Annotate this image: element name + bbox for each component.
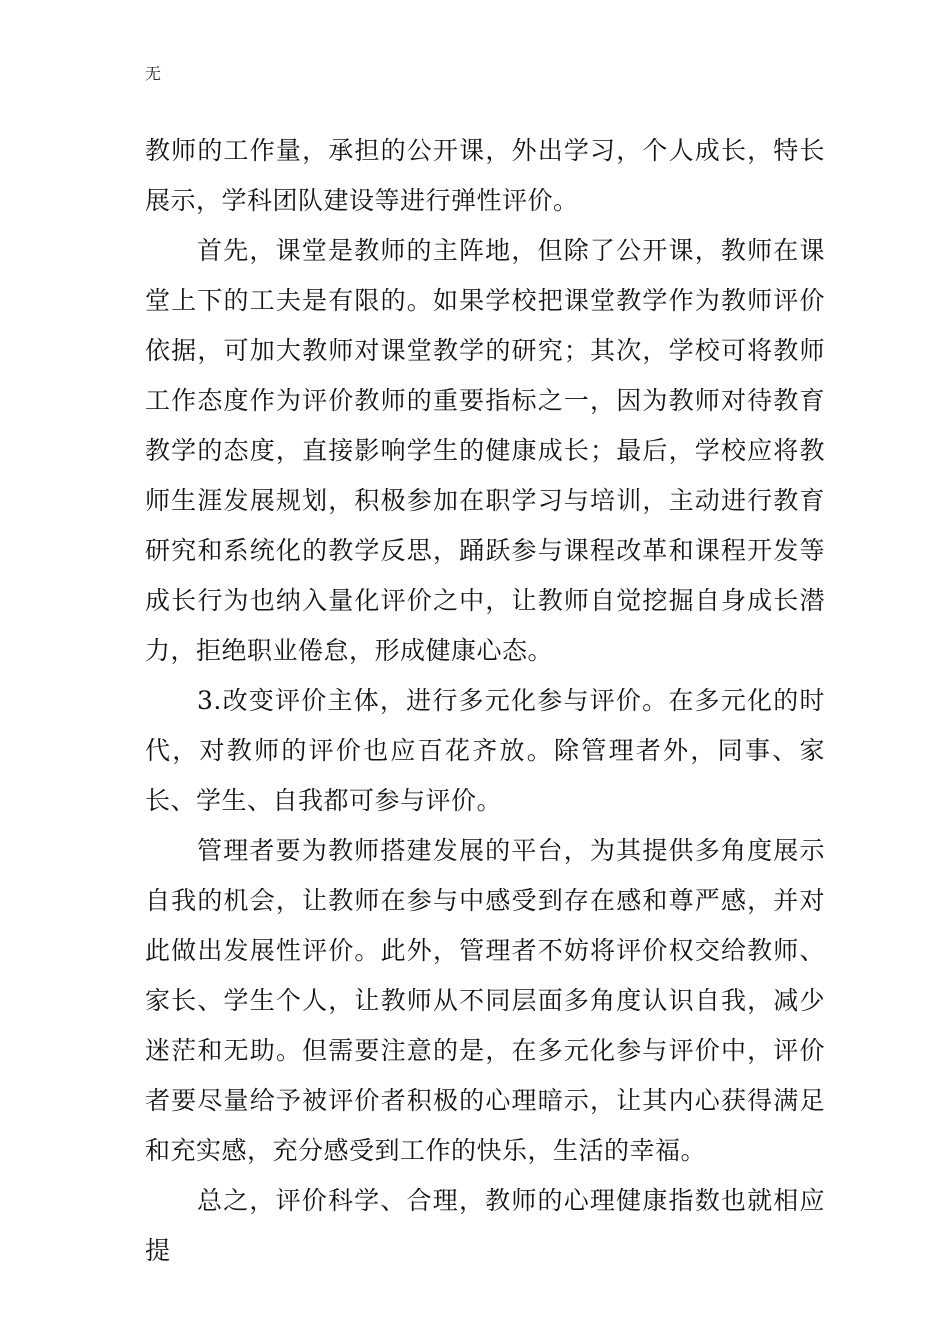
document-body: [145, 126, 825, 1276]
paragraph-conclusion: 总之，评价科学、合理，教师的心理健康指数也就相应提: [145, 1186, 825, 1265]
paragraph-first-second-last: 首先，课堂是教师的主阵地，但除了公开课，教师在课堂上下的工夫是有限的。如果学校把课堂教学作为教师评价依据，可加大教师对课堂教学的研究；其次，学校可将教师工作态度作为评价教师的重要指标之一，因为教师对待教育教学的态度，直接影响学生的健康成长；最后，学校应将教师生涯发展规划，积极参加在职学习与培训，主动进行教育研究和系统化的教学反思，踊跃参与课程改革和课程开发等成长行为也纳入量化评价之中，让教师自觉挖掘自身成长潜力，拒绝职业倦怠，形成健康心态。: [145, 236, 825, 665]
page-header: 无: [145, 64, 162, 83]
paragraph-evaluation-subject: 3.改变评价主体，进行多元化参与评价。在多元化的时代，对教师的评价也应百花齐放。除管理者外，同事、家长、学生、自我都可参与评价。: [145, 686, 825, 815]
paragraph-continuation: 教师的工作量，承担的公开课，外出学习，个人成长，特长展示，学科团队建设等进行弹性评价。: [145, 136, 825, 215]
paragraph-managers: 管理者要为教师搭建发展的平台，为其提供多角度展示自我的机会，让教师在参与中感受到存在感和尊严感，并对此做出发展性评价。此外，管理者不妨将评价权交给教师、家长、学生个人，让教师从不同层面多角度认识自我，减少迷茫和无助。但需要注意的是，在多元化参与评价中，评价者要尽量给予被评价者积极的心理暗示，让其内心获得满足和充实感，充分感受到工作的快乐，生活的幸福。: [145, 836, 825, 1165]
